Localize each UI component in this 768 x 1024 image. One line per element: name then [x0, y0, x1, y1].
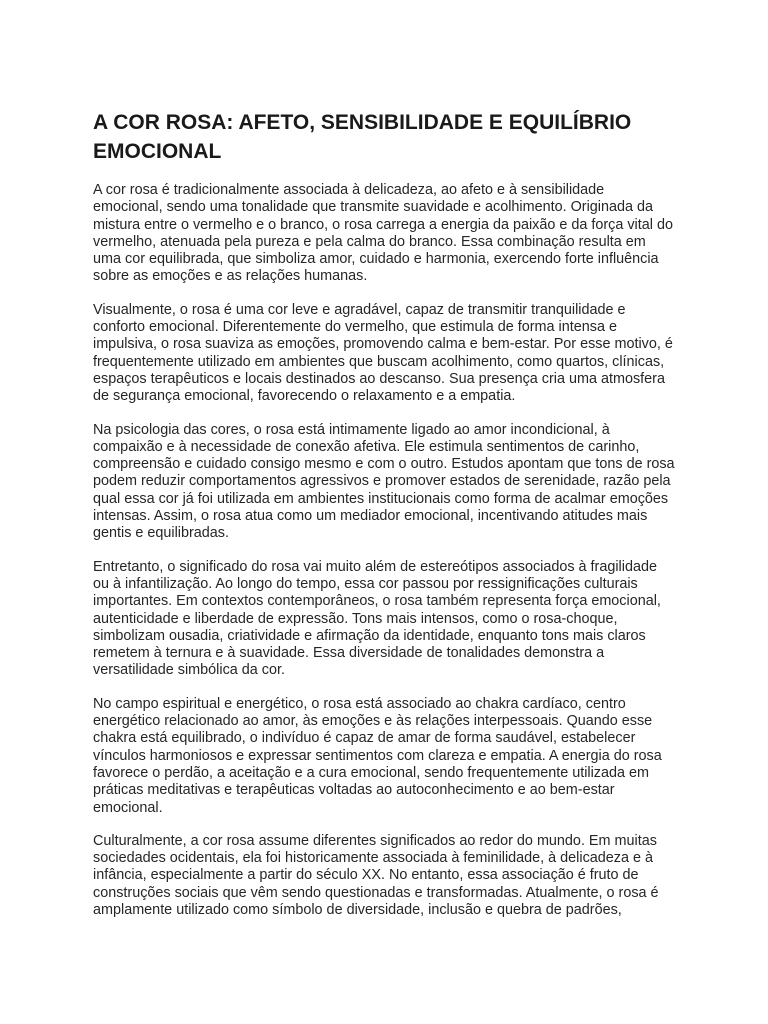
paragraph-cultural: Culturalmente, a cor rosa assume diferentes significados ao redor do mundo. Em muitas sociedades ocidentais, ela foi historicamente associada à feminilidade, à delicadeza e à infância, especialmente a partir do século XX. No entanto, essa associação é fruto de construções sociais que vêm sendo questionadas e transformadas. Atualmente, o rosa é amplamente utilizado como símbolo de diversidade, inclusão e quebra de padrões,	[93, 832, 659, 918]
paragraph-spiritual: No campo espiritual e energético, o rosa está associado ao chakra cardíaco, centro energético relacionado ao amor, às emoções e às relações interpessoais. Quando esse chakra está equilibrado, o indivíduo é capaz de amar de forma saudável, estabelecer vínculos harmoniosos e expressar sentimentos com clareza e empatia. A energia do rosa favorece o perdão, a aceitação e a cura emocional, sendo frequentemente utilizada em práticas meditativas e terapêuticas voltadas ao autoconhecimento e ao bem-estar emocional.	[93, 695, 662, 816]
paragraph-visual: Visualmente, o rosa é uma cor leve e agradável, capaz de transmitir tranquilidade e conforto emocional. Diferentemente do vermelho, que estimula de forma intensa e impulsiva, o rosa suaviza as emoções, promovendo calma e bem-estar. Por esse motivo, é frequentemente utilizado em ambientes que buscam acolhimento, como quartos, clínicas, espaços terapêuticos e locais destinados ao descanso. Sua presença cria uma atmosfera de segurança emocional, favorecendo o relaxamento e a empatia.	[93, 301, 673, 405]
paragraph-meaning: Entretanto, o significado do rosa vai muito além de estereótipos associados à fragilidade ou à infantilização. Ao longo do tempo, essa cor passou por ressignificações culturais importantes. Em contextos contemporâneos, o rosa também representa força emocional, autenticidade e liberdade de expressão. Tons mais intensos, como o rosa-choque, simbolizam ousadia, criatividade e afirmação da identidade, enquanto tons mais claros remetem à ternura e à suavidade. Essa diversidade de tonalidades demonstra a versatilidade simbólica da cor.	[93, 558, 661, 679]
paragraph-psychology: Na psicologia das cores, o rosa está intimamente ligado ao amor incondicional, à compaixão e à necessidade de conexão afetiva. Ele estimula sentimentos de carinho, compreensão e cuidado consigo mesmo e com o outro. Estudos apontam que tons de rosa podem reduzir comportamentos agressivos e promover estados de serenidade, razão pela qual essa cor já foi utilizada em ambientes institucionais como forma de acalmar emoções intensas. Assim, o rosa atua como um mediador emocional, incentivando atitudes mais gentis e equilibradas.	[93, 421, 675, 542]
paragraph-intro: A cor rosa é tradicionalmente associada à delicadeza, ao afeto e à sensibilidade emocional, sendo uma tonalidade que transmite suavidade e acolhimento. Originada da mistura entre o vermelho e o branco, o rosa carrega a energia da paixão e da força vital do vermelho, atenuada pela pureza e pela calma do branco. Essa combinação resulta em uma cor equilibrada, que simboliza amor, cuidado e harmonia, exercendo forte influência sobre as emoções e as relações humanas.	[93, 182, 673, 285]
document-title: A COR ROSA: AFETO, SENSIBILIDADE E EQUILÍBRIO EMOCIONAL	[93, 111, 632, 163]
